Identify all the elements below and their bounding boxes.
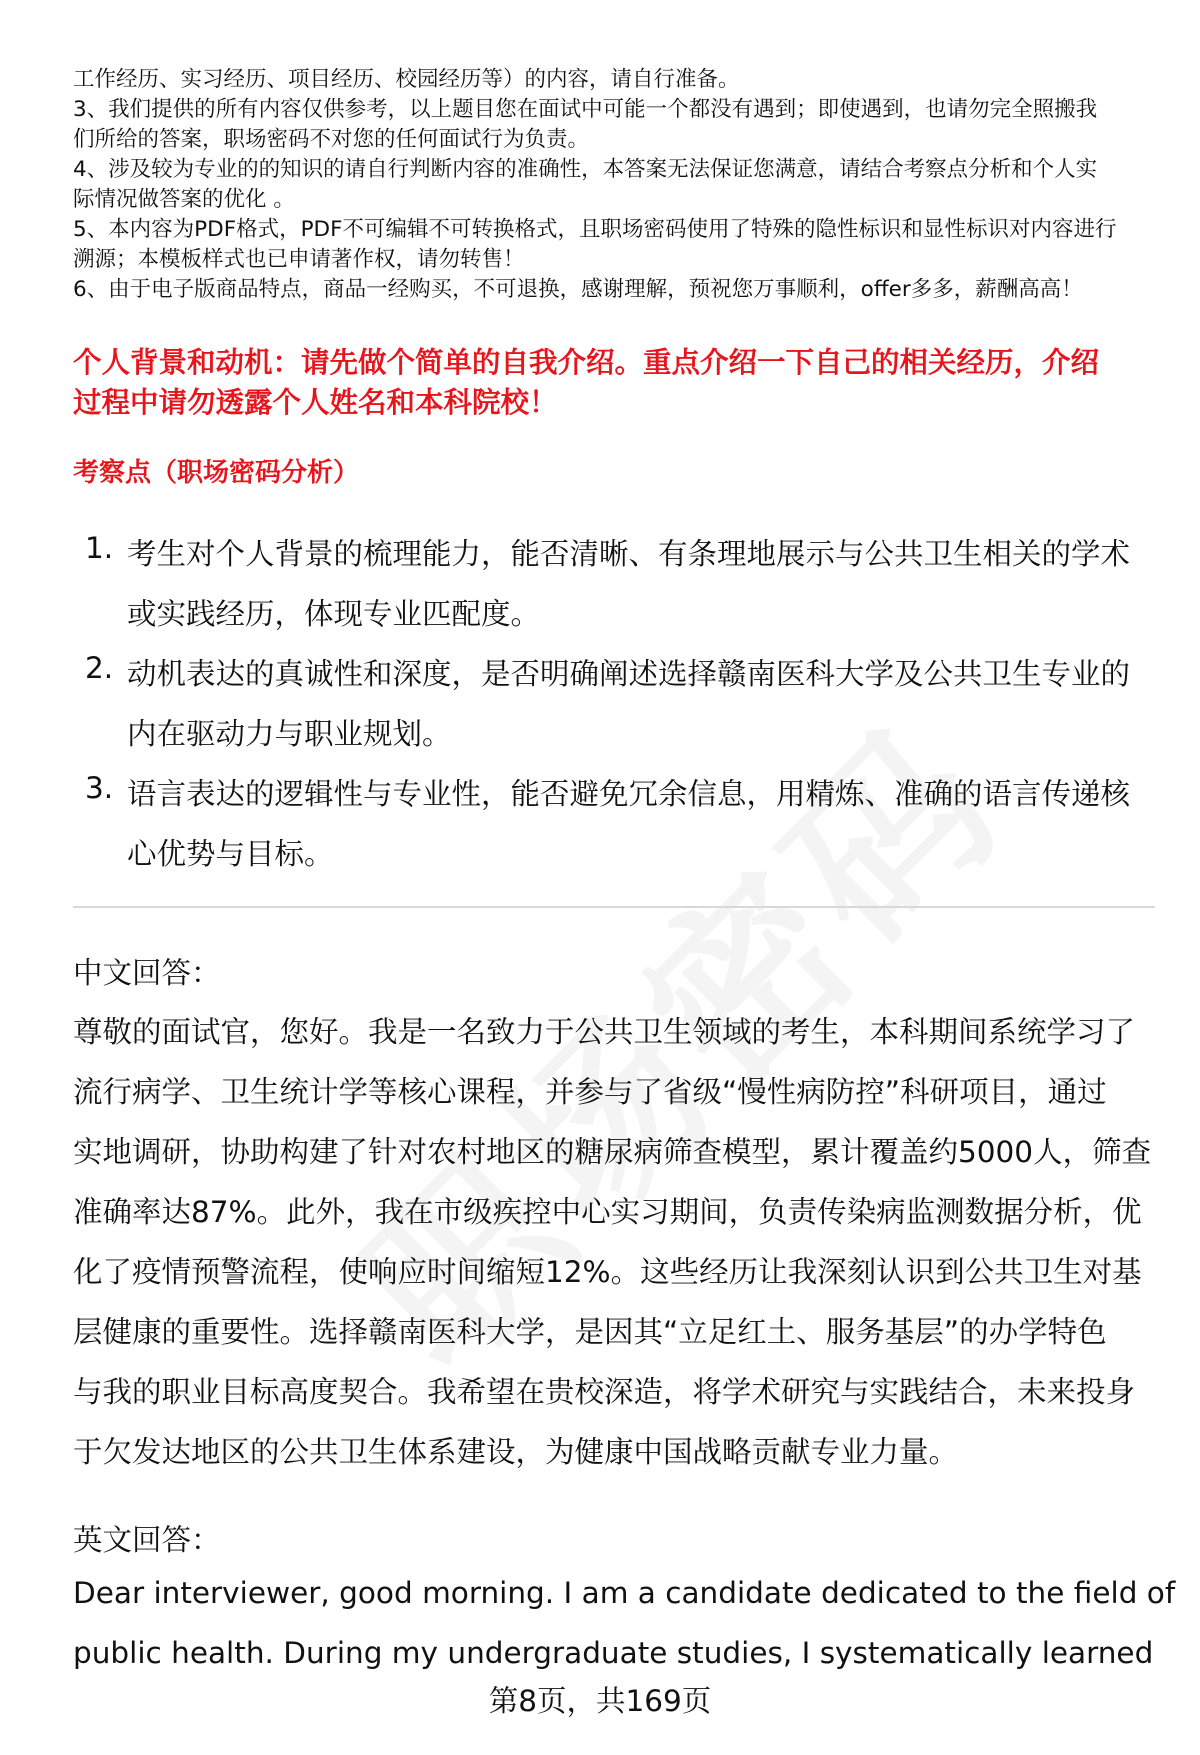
list-item-line: 考生对个人背景的梳理能力，能否清晰、有条理地展示与公共卫生相关的学术 [127,537,1131,571]
answer-line: 尊敬的面试官，您好。我是一名致力于公共卫生领域的考生，本科期间系统学习了 [73,1015,1136,1049]
list-number: 2. [85,651,114,685]
question-line-1: 个人背景和动机：请先做个简单的自我介绍。重点介绍一下自己的相关经历，介绍 [73,346,1100,379]
answer-line: 实地调研，协助构建了针对农村地区的糖尿病筛查模型，累计覆盖约5000人，筛查 [73,1135,1152,1169]
note-line: 3、我们提供的所有内容仅供参考，以上题目您在面试中可能一个都没有遇到；即使遇到，也请勿完全照搬我 [73,97,1098,122]
answer-line: 于欠发达地区的公共卫生体系建设，为健康中国战略贡献专业力量。 [73,1435,959,1469]
list-number: 3. [85,771,114,805]
note-line: 5、本内容为PDF格式，PDF不可编辑不可转换格式，且职场密码使用了特殊的隐性标识和显性标识对内容进行 [73,217,1117,242]
note-line: 6、由于电子版商品特点，商品一经购买，不可退换，感谢理解，预祝您万事顺利，offer多多，薪酬高高！ [73,277,1083,302]
note-line: 工作经历、实习经历、项目经历、校园经历等）的内容，请自行准备。 [73,67,740,92]
list-item-line: 心优势与目标。 [127,837,334,871]
answer-line: 流行病学、卫生统计学等核心课程，并参与了省级“慢性病防控”科研项目，通过 [73,1075,1107,1109]
note-line: 们所给的答案，职场密码不对您的任何面试行为负责。 [73,127,590,152]
list-item-line: 或实践经历，体现专业匹配度。 [127,597,541,631]
answer-line: 化了疫情预警流程，使响应时间缩短12%。这些经历让我深刻认识到公共卫生对基 [73,1255,1142,1289]
divider [73,906,1155,908]
chinese-answer-label: 中文回答： [73,956,221,990]
note-line: 际情况做答案的优化 。 [73,187,295,212]
analysis-title: 考察点（职场密码分析） [73,458,360,488]
note-line: 4、涉及较为专业的的知识的请自行判断内容的准确性，本答案无法保证您满意，请结合考察点分析和个人实 [73,157,1098,182]
english-answer-label: 英文回答： [73,1523,221,1557]
answer-line: 与我的职业目标高度契合。我希望在贵校深造，将学术研究与实践结合，未来投身 [73,1375,1136,1409]
answer-line: 准确率达87%。此外，我在市级疾控中心实习期间，负责传染病监测数据分析，优 [73,1195,1142,1229]
answer-line: public health. During my undergraduate studies, I systematically learned [73,1636,1154,1670]
answer-line: Dear interviewer, good morning. I am a candidate dedicated to the field of [73,1576,1176,1610]
question-line-2: 过程中请勿透露个人姓名和本科院校！ [73,386,558,419]
page-footer: 第8页，共169页 [488,1684,712,1718]
list-number: 1. [85,531,114,565]
list-item-line: 内在驱动力与职业规划。 [127,717,452,751]
note-line: 溯源；本模板样式也已申请著作权，请勿转售！ [73,247,525,272]
answer-line: 层健康的重要性。选择赣南医科大学，是因其“立足红土、服务基层”的办学特色 [73,1315,1107,1349]
list-item-line: 语言表达的逻辑性与专业性，能否避免冗余信息，用精炼、准确的语言传递核 [127,777,1131,811]
list-item-line: 动机表达的真诚性和深度，是否明确阐述选择赣南医科大学及公共卫生专业的 [127,657,1131,691]
